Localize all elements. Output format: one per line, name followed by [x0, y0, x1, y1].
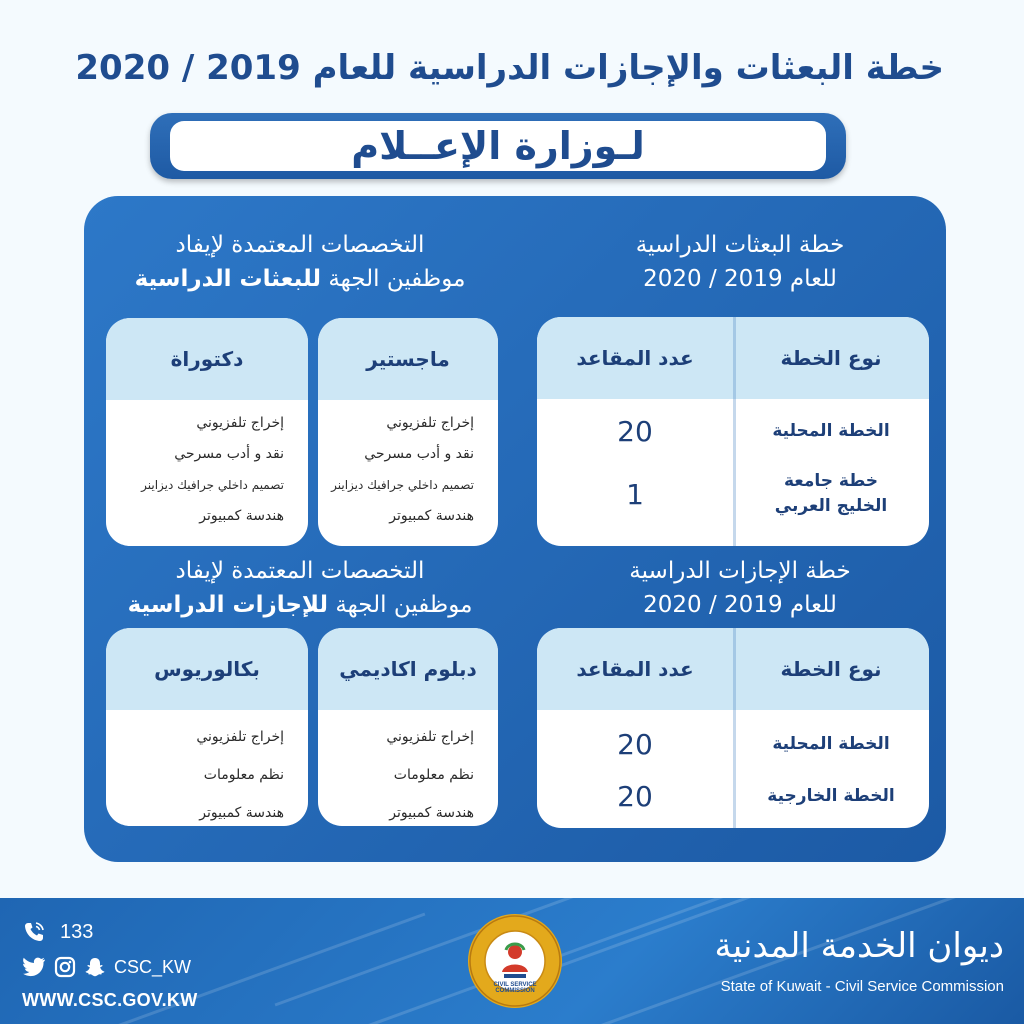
scholarships-specs-title-bold: للبعثات الدراسية — [134, 266, 322, 292]
list-item: نظم معلومات — [393, 767, 474, 783]
bachelor-header: بكالوريوس — [106, 628, 308, 710]
seat-count-cell: 1 — [626, 477, 644, 511]
leaves-plan-title-line2: للعام 2019 / 2020 — [643, 592, 837, 618]
phone-icon — [22, 920, 46, 944]
table-divider — [733, 317, 736, 546]
scholarships-plan-title-line1: خطة البعثات الدراسية — [635, 232, 845, 258]
phone-number: 133 — [60, 920, 94, 943]
plan-type-cell: خطة جامعة الخليج العربي — [774, 471, 888, 516]
scholarships-specs-title-line2 — [100, 262, 500, 296]
org-name-english: State of Kuwait - Civil Service Commission — [720, 978, 1004, 995]
masters-card — [318, 318, 498, 546]
scholarships-plan-title-line2: للعام 2019 / 2020 — [643, 266, 837, 292]
plan-type-cell: الخطة الخارجية — [767, 785, 895, 806]
leaves-specs-title-bold: للإجازات الدراسية — [127, 592, 329, 618]
diploma-header: دبلوم اكاديمي — [318, 628, 498, 710]
website-link[interactable]: WWW.CSC.GOV.KW — [22, 990, 198, 1010]
csc-logo — [466, 912, 564, 1010]
list-item: إخراج تلفزيوني — [386, 729, 474, 745]
bachelor-card — [106, 628, 308, 826]
bachelor-list — [106, 710, 308, 826]
scholarships-plan-table — [537, 317, 929, 546]
list-item: تصميم داخلي جرافيك ديزاينر — [331, 478, 474, 492]
col-plan-type: نوع الخطة — [780, 657, 882, 681]
leaves-plan-table — [537, 628, 929, 828]
list-item: هندسة كمبيوتر — [199, 508, 284, 524]
social-row — [22, 956, 191, 978]
scholarships-specs-title-line1: التخصصات المعتمدة لإيفاد — [175, 232, 425, 258]
list-item: نقد و أدب مسرحي — [364, 446, 474, 462]
scholarships-specs-title-prefix: موظفين الجهة — [328, 266, 466, 292]
logo-text: CIVIL SERVICE COMMISSION — [493, 982, 537, 994]
masters-list — [318, 400, 498, 532]
diploma-card — [318, 628, 498, 826]
leaves-specs-title — [100, 554, 500, 622]
footer — [0, 898, 1024, 1024]
list-item: نقد و أدب مسرحي — [174, 446, 284, 462]
table-divider — [733, 628, 736, 828]
plan-type-cell: الخطة المحلية — [772, 733, 890, 754]
leaves-plan-title — [560, 554, 920, 622]
social-handle[interactable]: CSC_KW — [114, 956, 192, 977]
twitter-icon[interactable] — [22, 956, 46, 978]
page-title: خطة البعثات والإجازات الدراسية للعام 2019 / 2020 — [75, 48, 944, 88]
seat-count-cell: 20 — [617, 727, 653, 761]
phd-card — [106, 318, 308, 546]
list-item: إخراج تلفزيوني — [196, 729, 284, 745]
col-seat-count: عدد المقاعد — [576, 346, 694, 370]
phd-list — [106, 400, 308, 532]
leaves-specs-title-prefix: موظفين الجهة — [335, 592, 473, 618]
csc-seal-icon — [466, 912, 564, 1010]
col-plan-type: نوع الخطة — [780, 346, 882, 370]
plan-type-cell: الخطة المحلية — [772, 420, 890, 441]
leaves-specs-title-line2 — [100, 588, 500, 622]
scholarships-specs-title — [100, 228, 500, 296]
list-item: إخراج تلفزيوني — [386, 415, 474, 431]
leaves-specs-title-line1: التخصصات المعتمدة لإيفاد — [175, 558, 425, 584]
phone-row — [22, 920, 93, 944]
leaves-plan-title-line1: خطة الإجازات الدراسية — [629, 558, 851, 584]
phd-header: دكتوراة — [106, 318, 308, 400]
scholarships-plan-title — [560, 228, 920, 296]
diploma-list — [318, 710, 498, 826]
masters-header: ماجستير — [318, 318, 498, 400]
list-item: تصميم داخلي جرافيك ديزاينر — [141, 478, 284, 492]
list-item: هندسة كمبيوتر — [389, 508, 474, 524]
ministry-name: لـوزارة الإعــلام — [170, 121, 826, 171]
list-item: هندسة كمبيوتر — [199, 805, 284, 821]
list-item: هندسة كمبيوتر — [389, 805, 474, 821]
seat-count-cell: 20 — [617, 414, 653, 448]
instagram-icon[interactable] — [54, 956, 76, 978]
snapchat-icon[interactable] — [84, 956, 106, 978]
col-seat-count: عدد المقاعد — [576, 657, 694, 681]
org-name-arabic: ديوان الخدمة المدنية — [714, 926, 1004, 966]
list-item: نظم معلومات — [203, 767, 284, 783]
list-item: إخراج تلفزيوني — [196, 415, 284, 431]
seat-count-cell: 20 — [617, 779, 653, 813]
